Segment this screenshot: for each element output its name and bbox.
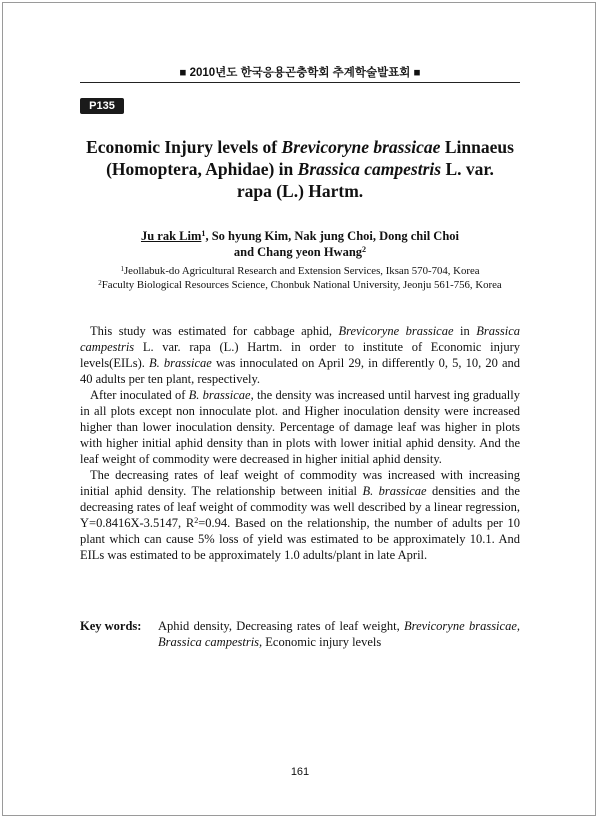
title-line-1 — [70, 136, 530, 158]
text: in — [453, 324, 477, 338]
presenting-author: Ju rak Lim — [140, 229, 202, 243]
author-list — [70, 228, 530, 260]
authors-line-2 — [70, 244, 530, 260]
affiliation-1 — [60, 264, 540, 278]
text: was innoculated on April 29, in differently 0, 5, 10, 20 and 40 adults per ten plant, respectively. — [80, 356, 520, 386]
text: =0.94. Based on the relationship, the number of adults per 10 plant which can cause 5% loss of yield was estimated to be approximately 10.1. And EILs was estimated to be approximately 1.0 adults/plant in late April. — [80, 516, 520, 562]
running-header: ■ 2010년도 한국응용곤충학회 추계학술발표회 ■ — [179, 67, 421, 79]
title-line-2 — [70, 158, 530, 180]
affil-mark: 1 — [120, 264, 124, 273]
page-number: 161 — [290, 766, 310, 778]
title-text: (Homoptera, Aphidae) in — [106, 159, 298, 179]
species-name: Brassica campestris — [80, 324, 520, 354]
species-name: B. brassicae — [149, 356, 212, 370]
species-name: Brevicoryne brassicae — [338, 324, 454, 338]
authors-line-1 — [70, 228, 530, 244]
affiliation-text: Jeollabuk-do Agricultural Research and Extension Services, Iksan 570-704, Korea — [123, 265, 480, 277]
abstract-paragraph-3 — [80, 467, 520, 563]
abstract-paragraph-1 — [80, 323, 520, 387]
authors-text: and Chang yeon Hwang — [233, 245, 363, 259]
species-name: B. brassicae, — [188, 388, 254, 402]
abstract-paragraph-2 — [80, 387, 520, 467]
affil-mark: 2 — [362, 244, 367, 254]
title-species: Brevicoryne brassicae — [281, 137, 441, 157]
species-name: Brevicoryne brassicae, Brassica campestris, — [158, 619, 521, 649]
poster-id-badge: P135 — [80, 98, 124, 114]
superscript: 2 — [194, 515, 199, 525]
affiliations — [60, 264, 540, 292]
title-species: Brassica campestris — [297, 159, 442, 179]
text: Aphid density, Decreasing rates of leaf weight, — [158, 619, 405, 633]
affiliation-text: Faculty Biological Resources Science, Chonbuk National University, Jeonju 561-756, Korea — [101, 279, 502, 291]
title-line-3: rapa (L.) Hartm. — [236, 181, 364, 201]
title-text: Economic Injury levels of — [86, 137, 282, 157]
paper-title — [70, 136, 530, 202]
keywords-label: Key words: — [80, 619, 142, 633]
text: the density was increased until harvest ing gradually in all plots except non innoculate plot. and Higher inoculation density were increased higher than lower inoculation density. Percentage of damage leaf was higher in plots with higher initial aphid density than in plots with lower initial aphid density. And the leaf weight of commodity were decreased in higher initial aphid density. — [80, 388, 520, 466]
affil-mark: 2 — [98, 278, 102, 287]
header-rule — [80, 82, 520, 83]
species-name: B. brassicae — [362, 484, 427, 498]
keywords — [80, 618, 520, 650]
text: L. var. rapa (L.) Hartm. in order to institute of Economic injury levels(EILs). — [80, 340, 520, 370]
text: Economic injury levels — [262, 635, 382, 649]
authors-text: , So hyung Kim, Nak jung Choi, Dong chil Choi — [205, 229, 460, 243]
affiliation-2 — [60, 278, 540, 292]
text: This study was estimated for cabbage aphid, — [90, 324, 339, 338]
affil-mark: 1 — [201, 228, 206, 238]
title-text: L. var. — [441, 159, 494, 179]
keywords-list — [158, 618, 520, 650]
title-text: Linnaeus — [440, 137, 514, 157]
text: The decreasing rates of leaf weight of commodity was increased with increasing initial aphid density. The relationship between initial — [80, 468, 520, 498]
abstract-body — [80, 323, 520, 563]
text: densities and the decreasing rates of leaf weight of commodity was well described by a linear regression, Y=0.8416X-3.5147, R — [80, 484, 520, 530]
text: After inoculated of — [90, 388, 189, 402]
